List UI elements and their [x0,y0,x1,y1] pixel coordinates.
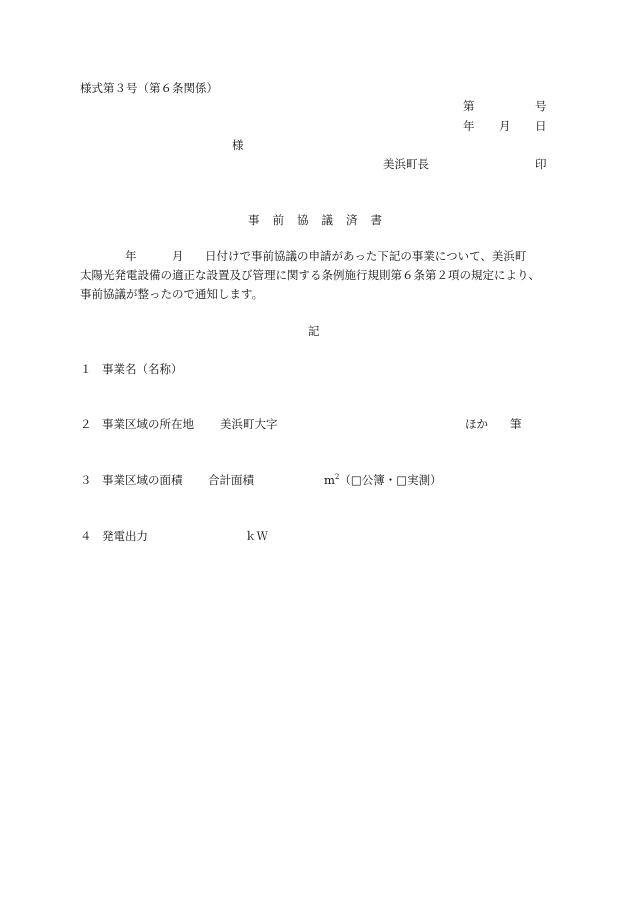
item-2-extra-hoka: ほか [465,417,488,431]
item-2-value: 美浜町大字 [220,417,278,431]
form-number: 様式第３号（第６条関係） [80,81,218,95]
item-2-number: ２ [80,417,92,431]
item-3-label: 事業区域の面積 [102,473,183,487]
issuer-seal: 印 [535,157,547,171]
item-4-label: 発電出力 [102,529,148,543]
body-line-3: 事前協議が整ったので通知します。 [80,287,264,301]
item-3-number: ３ [80,473,92,487]
date-year: 年 [463,119,475,133]
doc-number-suffix: 号 [535,99,547,113]
body-month: 月 [172,249,184,263]
title-char: 書 [370,213,382,227]
item-4-unit: ｋＷ [245,529,268,543]
date-day: 日 [535,119,547,133]
body-line-1: 日付けで事前協議の申請があった下記の事業について、美浜町 [205,249,527,263]
item-3-unit-base: m [324,473,335,487]
title-char: 前 [272,213,284,227]
item-2-label: 事業区域の所在地 [102,417,194,431]
addressee-honorific: 様 [232,138,244,152]
doc-number-prefix: 第 [463,99,475,113]
title-char: 議 [321,213,333,227]
issuer-name: 美浜町長 [383,157,429,171]
body-year: 年 [125,249,137,263]
item-1-label: 事業名（名称） [102,362,183,376]
item-4-number: ４ [80,529,92,543]
title-char: 協 [297,213,309,227]
item-1-number: １ [80,362,92,376]
ki-heading: 記 [308,324,320,338]
item-3-value: 合計面積 [208,473,254,487]
item-3-unit-superscript: 2 [334,473,340,482]
date-month: 月 [499,119,511,133]
body-line-2: 太陽光発電設備の適正な設置及び管理に関する条例施行規則第６条第２項の規定により、 [80,268,540,282]
item-3-note: （□公簿・□実測） [339,473,442,487]
title-char: 済 [346,213,358,227]
item-3-unit [324,472,442,488]
title-char: 事 [248,213,260,227]
document-title [248,212,382,228]
item-2-extra-hitsu: 筆 [510,417,522,431]
